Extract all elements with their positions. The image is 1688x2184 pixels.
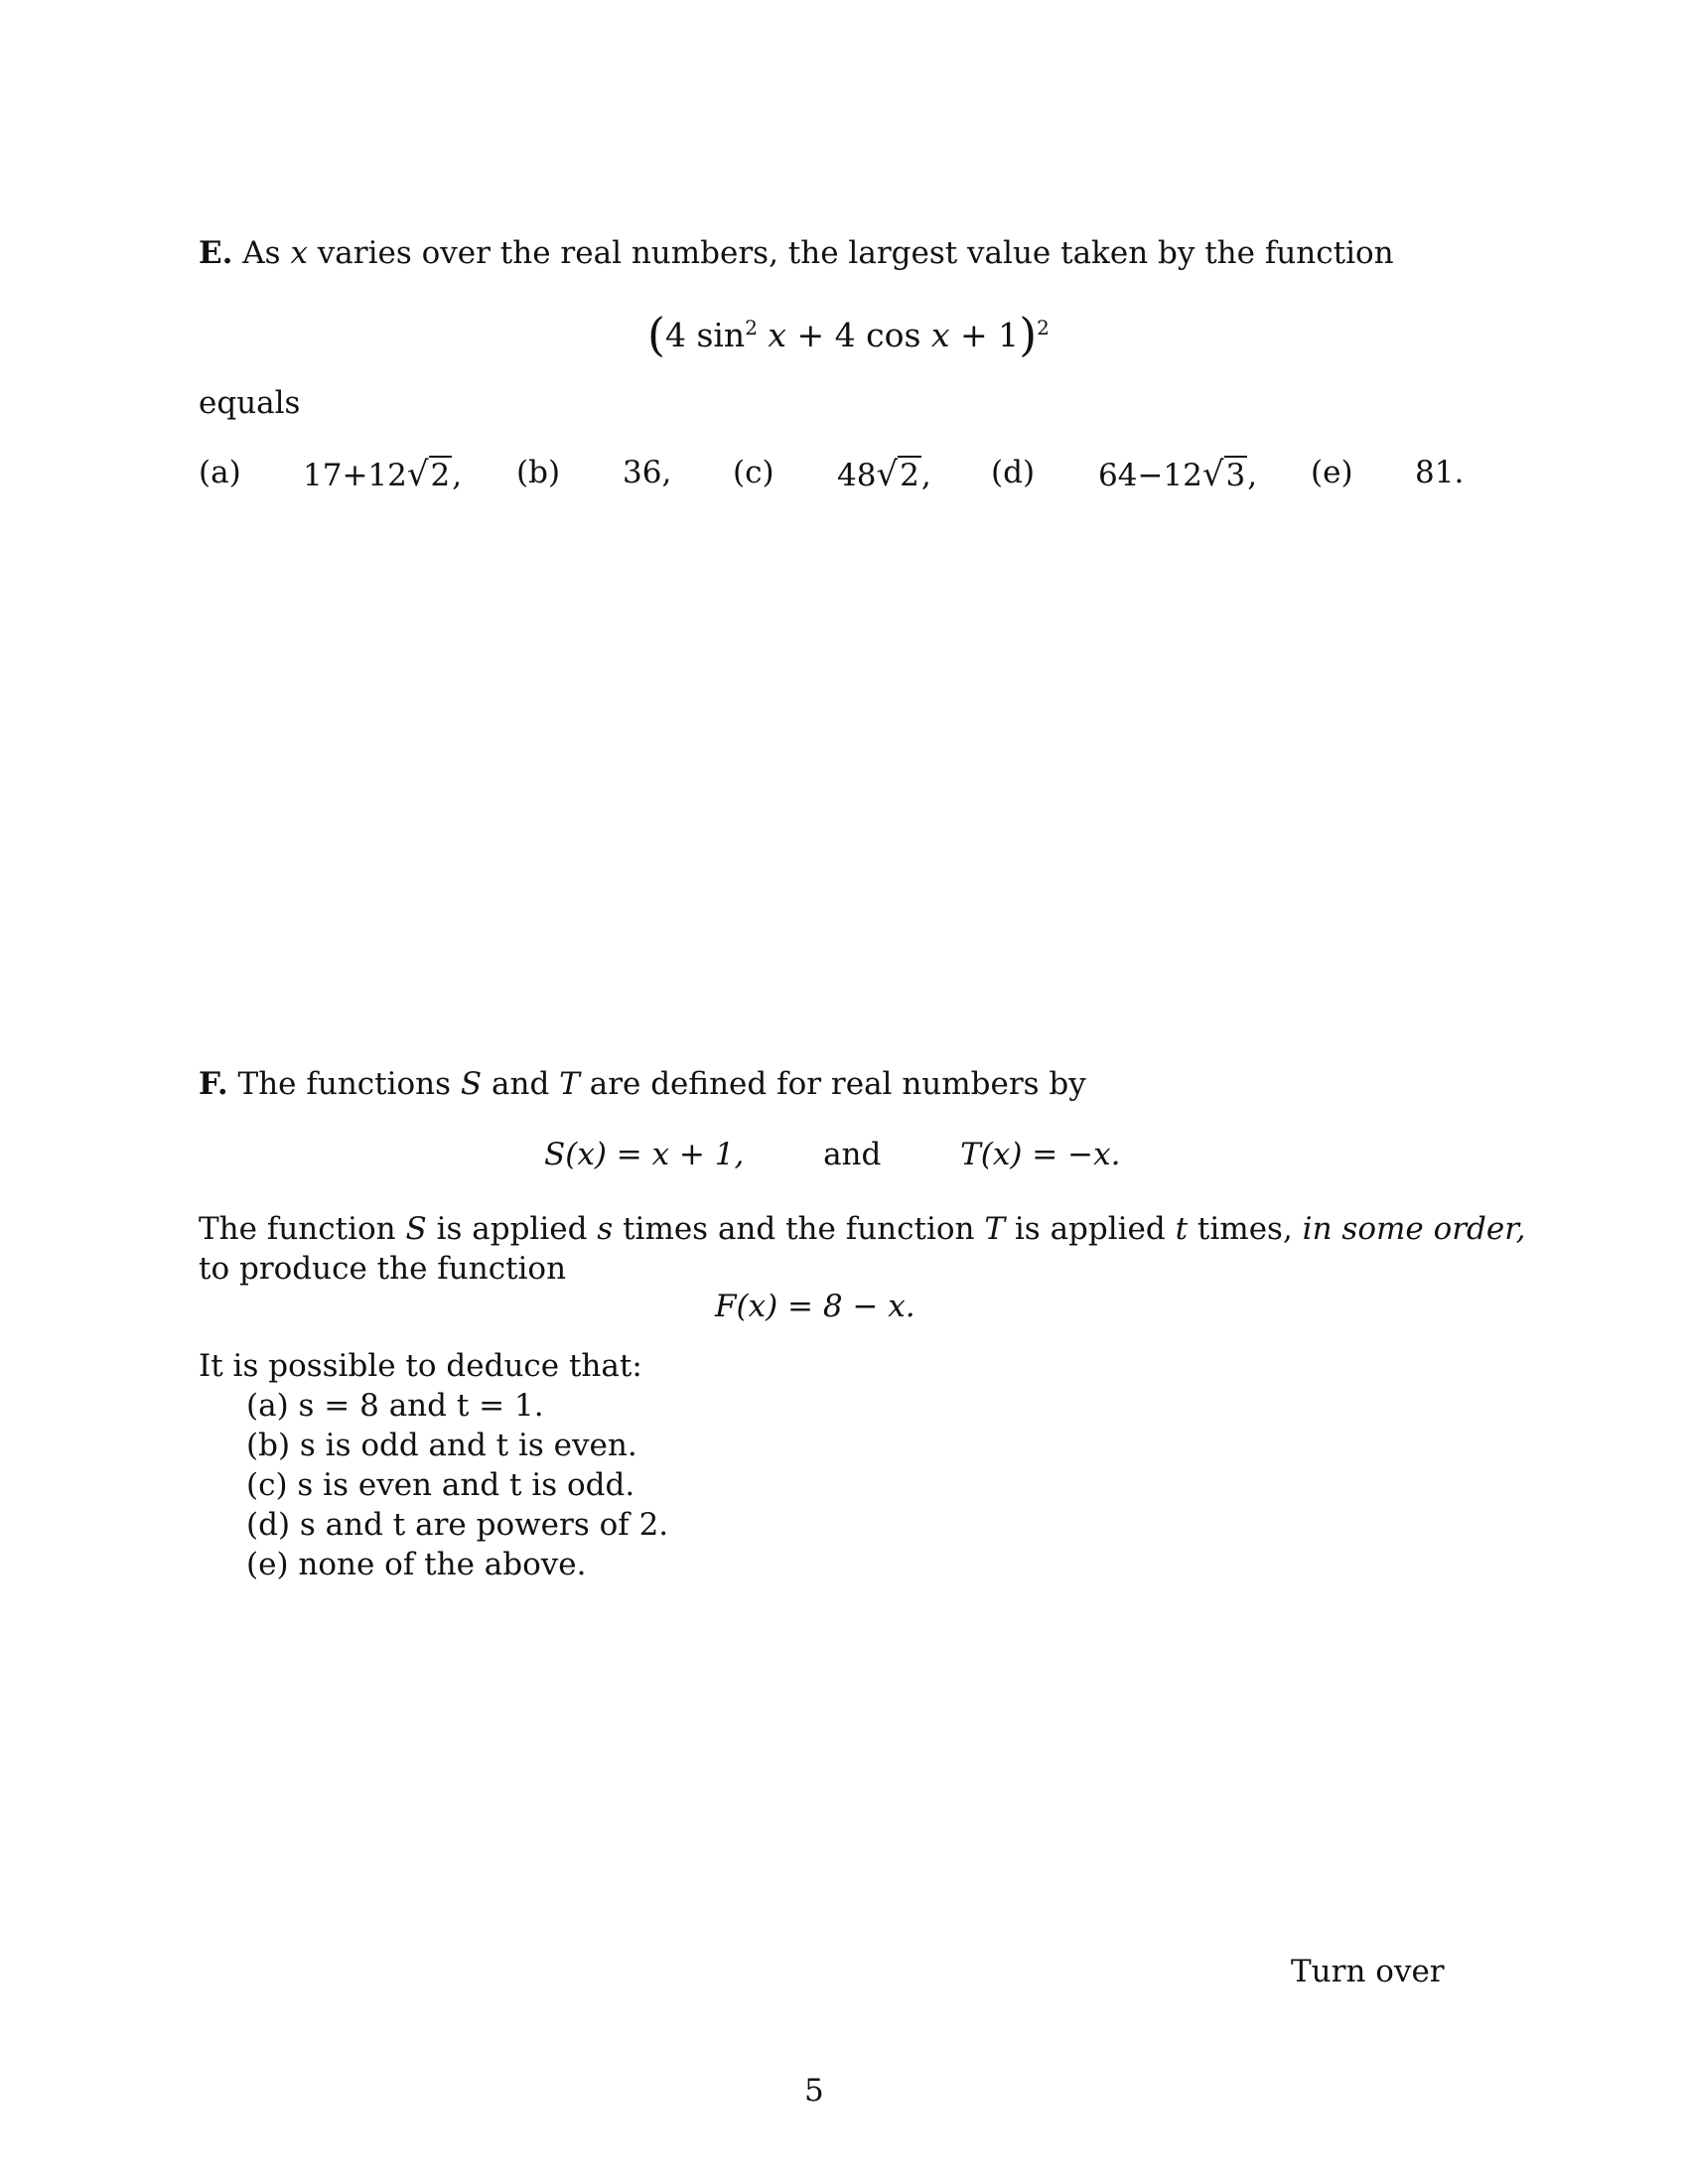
option-b-label: (b): [516, 455, 561, 490]
option-a-value: [303, 455, 462, 494]
function-definitions: [544, 1137, 1120, 1172]
definition-and: and: [823, 1137, 882, 1172]
stem-text: As: [232, 235, 291, 271]
option-text: 64−12: [1098, 458, 1202, 493]
function-name: S: [460, 1066, 483, 1102]
question-f-paragraph-2: to produce the function: [199, 1251, 567, 1287]
stem-variable: x: [290, 235, 308, 271]
option-text: 17+12: [303, 458, 407, 493]
page-number: 5: [804, 2073, 824, 2109]
para-text: is applied: [426, 1211, 598, 1247]
question-f-stem: [199, 1064, 1086, 1104]
function-expression: [647, 304, 1050, 361]
sqrt-symbol: √2: [406, 455, 451, 494]
radicand: 2: [900, 458, 919, 493]
question-f-label: F.: [199, 1066, 228, 1102]
option-e-label: (e): [1311, 455, 1353, 490]
paren-open: (: [647, 308, 665, 361]
exponent: 2: [745, 316, 758, 340]
option-d-label: (d): [991, 455, 1036, 490]
definition-s: S(x) = x + 1,: [544, 1137, 745, 1172]
turn-over-text: Turn over: [1291, 1954, 1445, 1989]
para-var: s: [597, 1211, 614, 1247]
stem-text: are defined for real numbers by: [579, 1066, 1086, 1102]
para-text: is applied: [1005, 1211, 1176, 1247]
exponent: 2: [1037, 316, 1050, 340]
para-emphasis: in some order,: [1302, 1211, 1526, 1247]
expr-part: + 1: [949, 316, 1020, 354]
para-var: T: [984, 1211, 1006, 1247]
paren-close: ): [1019, 308, 1038, 361]
option-text: ,: [920, 458, 931, 493]
radicand: 2: [430, 458, 451, 493]
option-text: ,: [1247, 458, 1258, 493]
option-text: ,: [452, 458, 463, 493]
question-e-stem: [199, 233, 1394, 273]
option-f-b: (b) s is odd and t is even.: [246, 1428, 637, 1463]
target-function: F(x) = 8 − x.: [715, 1289, 915, 1324]
question-e-label: E.: [199, 235, 233, 271]
para-var: S: [405, 1211, 427, 1247]
option-a-label: (a): [199, 455, 241, 490]
sqrt-symbol: √2: [876, 455, 919, 494]
question-f-paragraph: [199, 1209, 1526, 1249]
para-text: The function: [199, 1211, 406, 1247]
option-c-label: (c): [733, 455, 774, 490]
expr-part: 4 sin: [664, 316, 746, 354]
equals-text: equals: [199, 385, 301, 421]
stem-text: varies over the real numbers, the largest value taken by the function: [307, 235, 1394, 271]
para-text: times and the function: [613, 1211, 985, 1247]
stem-text: The functions: [227, 1066, 461, 1102]
option-e-value: 81.: [1415, 455, 1465, 490]
option-b-value: 36,: [623, 455, 672, 490]
option-f-a: (a) s = 8 and t = 1.: [246, 1388, 544, 1424]
stem-text: and: [482, 1066, 560, 1102]
para-text: times,: [1188, 1211, 1303, 1247]
option-f-c: (c) s is even and t is odd.: [246, 1467, 635, 1503]
radicand: 3: [1225, 458, 1246, 493]
option-text: 48: [837, 458, 877, 493]
option-d-value: [1098, 455, 1257, 494]
sqrt-symbol: √3: [1201, 455, 1246, 494]
definition-t: T(x) = −x.: [960, 1137, 1121, 1172]
option-c-value: [837, 455, 931, 494]
expr-variable: x: [930, 316, 950, 354]
deduce-text: It is possible to deduce that:: [199, 1348, 642, 1384]
function-name: T: [559, 1066, 580, 1102]
option-f-d: (d) s and t are powers of 2.: [246, 1507, 669, 1543]
expr-variable: x: [757, 316, 787, 354]
para-var: t: [1175, 1211, 1189, 1247]
option-f-e: (e) none of the above.: [246, 1547, 587, 1582]
expr-part: + 4 cos: [786, 316, 931, 354]
